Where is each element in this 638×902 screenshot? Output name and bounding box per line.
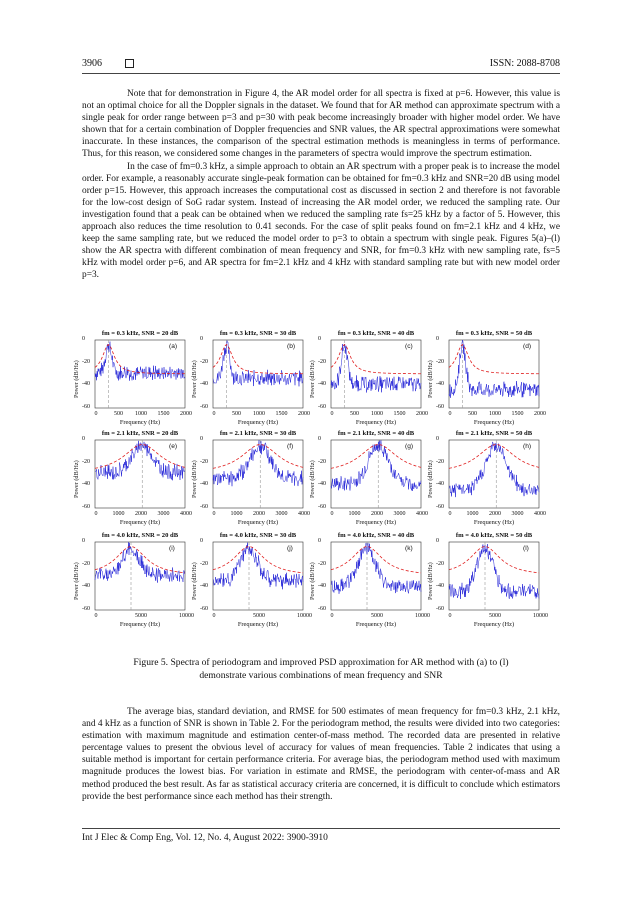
spectrum-plot [95, 440, 185, 508]
plot-frame [449, 440, 539, 508]
y-tick-label: -60 [82, 606, 90, 612]
x-axis-label: Frequency (Hz) [119, 419, 161, 426]
paragraph-3: The average bias, standard deviation, and RMSE for 500 estimates of mean frequency for fm=0.3 kHz, 2.1 kHz, and 4 kHz as a function of SNR is shown in Table 2. For the periodogram method, the results were divided into two categories: estimation with maximum magnitude and estimation center-of-mass method. The recorded data are presented in relative percentage values to present the obvious level of accuracy for values of mean frequencies. Table 2 indicates that using a suitable method is important for certain performance criteria. For average bias, the periodogram method used with maximum magnitude produces the lowest bias. For variation in estimate and RMSE, the periodogram with center-of-mass and AR method produced the best result. As far as statistical accuracy criteria are concerned, it is difficult to conclude which estimators provide the best performance since each method has their strength. [82, 707, 560, 802]
periodogram-trace [331, 440, 421, 491]
y-tick-label: -60 [318, 404, 326, 410]
x-tick-label: 1500 [393, 411, 406, 417]
x-tick-label: 1000 [466, 511, 479, 517]
y-tick-label: -60 [200, 606, 208, 612]
y-tick-label: 0 [318, 436, 321, 442]
y-tick-label: -20 [436, 458, 444, 465]
panel-title: fm = 4.0 kHz, SNR = 40 dB [337, 532, 415, 539]
y-tick-label: -20 [82, 458, 90, 465]
x-tick-label: 1000 [112, 511, 125, 517]
y-tick-label: -60 [82, 404, 90, 410]
x-tick-label: 2000 [180, 411, 192, 417]
y-axis-label: Power (dB/Hz) [427, 460, 434, 498]
panel-label: (c) [405, 343, 413, 350]
x-tick-label: 3000 [275, 511, 288, 517]
x-tick-label: 1000 [348, 511, 361, 517]
y-tick-label: 0 [82, 336, 85, 342]
x-tick-label: 4000 [298, 511, 310, 517]
body-text-bottom [82, 706, 560, 803]
panel-label: (d) [523, 343, 532, 350]
x-tick-label: 0 [94, 511, 98, 517]
x-tick-label: 5000 [253, 613, 265, 619]
panel-label: (h) [523, 443, 532, 450]
y-tick-label: -20 [318, 358, 326, 365]
periodogram-trace [449, 544, 539, 599]
panel-label: (g) [405, 443, 414, 450]
y-axis-label: Power (dB/Hz) [309, 460, 316, 498]
x-tick-label: 2000 [534, 411, 546, 417]
x-tick-label: 0 [212, 613, 216, 619]
x-tick-label: 500 [114, 411, 123, 417]
x-tick-label: 2000 [298, 411, 310, 417]
paragraph-2: In the case of fm=0.3 kHz, a simple approach to obtain an AR spectrum with a proper peak is to increase the model order. For example, a reasonably accurate single-peak formation can be obtained for fm=0.3 kHz and SNR=20 dB using model order p=15. However, this approach increases the computational cost as discussed in section 2 and therefore is not favorable for the low-cost design of SoG radar system. Instead of increasing the AR model order, we reduced the sampling rate. Our investigation found that a peak can be obtained when we reduced the sampling rate fs=25 kHz by a factor of 5. However, this approach also reduces the time resolution to 0.41 seconds. For the case of split peaks found on fm=2.1 kHz and 4 kHz, we keep the same sampling rate, but we reduced the model order to p=3 to obtain a spectrum with single peak. Figures 5(a)–(l) show the AR spectra with different combination of mean frequency and SNR, for fm=0.3 kHz with new sampling rate, fs=5 kHz with model order p=6, and AR spectra for fm=2.1 kHz and 4 kHz with standard sampling rate but with new model order p=3. [82, 161, 560, 281]
y-axis-label: Power (dB/Hz) [191, 562, 198, 600]
periodogram-trace [213, 440, 303, 486]
x-tick-label: 0 [330, 411, 334, 417]
x-tick-label: 5000 [489, 613, 501, 619]
plot-frame [331, 542, 421, 610]
y-tick-label: 0 [436, 436, 439, 442]
x-axis-label: Frequency (Hz) [119, 519, 161, 526]
y-tick-label: 0 [436, 538, 439, 544]
y-axis-label: Power (dB/Hz) [191, 360, 198, 398]
y-tick-label: -40 [200, 481, 208, 488]
y-tick-label: -40 [82, 583, 90, 590]
y-tick-label: -20 [200, 458, 208, 465]
periodogram-trace [213, 543, 303, 590]
x-tick-label: 1500 [275, 411, 288, 417]
y-tick-label: -40 [436, 481, 444, 488]
y-tick-label: 0 [200, 538, 203, 544]
panel-label: (e) [169, 443, 178, 450]
y-tick-label: 0 [436, 336, 439, 342]
ar-spectrum-curve [95, 445, 185, 469]
x-tick-label: 3000 [157, 511, 170, 517]
x-tick-label: 1500 [157, 411, 170, 417]
spectrum-plot [213, 440, 303, 508]
x-axis-label: Frequency (Hz) [473, 519, 515, 526]
x-tick-label: 500 [350, 411, 359, 417]
y-tick-label: -40 [82, 481, 90, 488]
x-axis-label: Frequency (Hz) [473, 621, 515, 628]
panel-label: (b) [287, 343, 296, 350]
y-tick-label: -60 [318, 504, 326, 510]
panel-title: fm = 2.1 kHz, SNR = 20 dB [101, 430, 179, 437]
ar-spectrum-curve [331, 345, 421, 374]
x-tick-label: 0 [212, 511, 216, 517]
caption-line-2: demonstrate various combinations of mean frequency and SNR [199, 669, 443, 681]
y-tick-label: -40 [318, 381, 326, 388]
y-tick-label: -40 [436, 381, 444, 388]
x-tick-label: 0 [94, 411, 98, 417]
y-tick-label: -20 [318, 458, 326, 465]
panel-label: (k) [405, 545, 413, 552]
y-axis-label: Power (dB/Hz) [73, 360, 80, 398]
panel-title: fm = 2.1 kHz, SNR = 40 dB [337, 430, 415, 437]
y-tick-label: -20 [82, 358, 90, 365]
y-tick-label: -20 [82, 560, 90, 567]
plot-frame [213, 542, 303, 610]
ar-spectrum-curve [449, 547, 539, 573]
footer-rule [82, 828, 560, 829]
panel-title: fm = 4.0 kHz, SNR = 50 dB [455, 532, 533, 539]
x-axis-label: Frequency (Hz) [355, 519, 397, 526]
x-tick-label: 2000 [416, 411, 428, 417]
ar-spectrum-curve [331, 445, 421, 469]
y-tick-label: -40 [200, 381, 208, 388]
plot-frame [95, 440, 185, 508]
x-tick-label: 2000 [135, 511, 147, 517]
x-tick-label: 0 [330, 613, 334, 619]
x-tick-label: 3000 [511, 511, 524, 517]
issn-label: ISSN: 2088-8708 [489, 58, 560, 69]
figure-caption [82, 657, 560, 682]
y-axis-label: Power (dB/Hz) [427, 360, 434, 398]
periodogram-trace [95, 542, 185, 582]
spectrum-plot [331, 340, 421, 408]
panel-label: (a) [169, 343, 178, 350]
y-tick-label: -60 [200, 404, 208, 410]
x-tick-label: 4000 [534, 511, 546, 517]
spectrum-plot [95, 542, 185, 610]
x-tick-label: 0 [448, 511, 452, 517]
panel-title: fm = 0.3 kHz, SNR = 40 dB [337, 330, 415, 337]
y-tick-label: -20 [436, 560, 444, 567]
periodogram-trace [213, 341, 303, 387]
header-rule [82, 73, 560, 74]
spectrum-plot [449, 340, 539, 408]
panel-title: fm = 2.1 kHz, SNR = 50 dB [455, 430, 533, 437]
panel-label: (j) [287, 545, 293, 552]
footer-text: Int J Elec & Comp Eng, Vol. 12, No. 4, August 2022: 3900-3910 [82, 833, 328, 843]
periodogram-trace [449, 442, 539, 497]
paragraph-1: Note that for demonstration in Figure 4, the AR model order for all spectra is fixed at p=6. However, this value is not an optimal choice for all the Doppler signals in the dataset. We found that for AR method can approximate spectrum with a single peak for order range between p=3 and p=30 with peak become increasingly broader with higher model order. We have shown that for a certain combination of Doppler frequencies and SNR values, the AR spectral approximations were somewhat inaccurate. In these instances, the comparison of the spectral estimation methods is meaningless in terms of performance. Thus, for this reason, we considered some changes in the parameters of spectra would improve the spectrum estimation. [82, 89, 560, 160]
x-tick-label: 500 [468, 411, 477, 417]
panel-title: fm = 0.3 kHz, SNR = 30 dB [219, 330, 297, 337]
spectrum-plot [95, 340, 185, 408]
y-tick-label: -40 [318, 583, 326, 590]
x-tick-label: 2000 [253, 511, 265, 517]
x-tick-label: 2000 [371, 511, 383, 517]
x-tick-label: 500 [232, 411, 241, 417]
x-tick-label: 0 [212, 411, 216, 417]
panel-title: fm = 4.0 kHz, SNR = 30 dB [219, 532, 297, 539]
plot-frame [449, 542, 539, 610]
plot-frame [213, 440, 303, 508]
caption-line-1: Figure 5. Spectra of periodogram and improved PSD approximation for AR method with (a) to (l) [133, 657, 509, 668]
x-tick-label: 0 [448, 411, 452, 417]
y-tick-label: 0 [318, 336, 321, 342]
x-tick-label: 10000 [415, 613, 430, 619]
periodogram-trace [95, 441, 185, 480]
plot-frame [331, 440, 421, 508]
spectrum-plot [213, 542, 303, 610]
x-tick-label: 10000 [533, 613, 548, 619]
x-tick-label: 0 [330, 511, 334, 517]
y-tick-label: -20 [200, 560, 208, 567]
x-tick-label: 5000 [135, 613, 147, 619]
y-tick-label: 0 [200, 336, 203, 342]
x-tick-label: 0 [94, 613, 98, 619]
x-tick-label: 1500 [511, 411, 524, 417]
y-tick-label: -60 [82, 504, 90, 510]
x-tick-label: 0 [448, 613, 452, 619]
y-tick-label: 0 [318, 538, 321, 544]
panel-label: (i) [169, 545, 175, 552]
panel-title: fm = 0.3 kHz, SNR = 50 dB [455, 330, 533, 337]
x-tick-label: 10000 [297, 613, 312, 619]
panel-title: fm = 2.1 kHz, SNR = 30 dB [219, 430, 297, 437]
spectrum-plot [331, 542, 421, 610]
y-tick-label: -40 [82, 381, 90, 388]
y-axis-label: Power (dB/Hz) [73, 460, 80, 498]
x-axis-label: Frequency (Hz) [237, 621, 279, 628]
spectrum-plot [449, 542, 539, 610]
square-bullet-icon [125, 59, 134, 68]
x-axis-label: Frequency (Hz) [237, 419, 279, 426]
y-tick-label: -20 [318, 560, 326, 567]
x-axis-label: Frequency (Hz) [473, 419, 515, 426]
page-number: 3906 [82, 58, 102, 69]
x-axis-label: Frequency (Hz) [237, 519, 279, 526]
y-tick-label: -60 [436, 404, 444, 410]
panel-title: fm = 0.3 kHz, SNR = 20 dB [101, 330, 179, 337]
panel-label: (l) [523, 545, 529, 552]
y-axis-label: Power (dB/Hz) [309, 360, 316, 398]
y-axis-label: Power (dB/Hz) [309, 562, 316, 600]
y-tick-label: -20 [200, 358, 208, 365]
y-tick-label: -40 [436, 583, 444, 590]
x-tick-label: 2000 [489, 511, 501, 517]
y-axis-label: Power (dB/Hz) [427, 562, 434, 600]
y-tick-label: -40 [318, 481, 326, 488]
periodogram-trace [331, 543, 421, 594]
y-tick-label: -20 [436, 358, 444, 365]
periodogram-trace [449, 340, 539, 398]
x-axis-label: Frequency (Hz) [355, 621, 397, 628]
y-tick-label: -60 [200, 504, 208, 510]
x-tick-label: 1000 [489, 411, 501, 417]
x-tick-label: 3000 [393, 511, 406, 517]
panel-label: (f) [287, 443, 294, 450]
x-tick-label: 4000 [180, 511, 192, 517]
y-tick-label: 0 [82, 538, 85, 544]
spectrum-plot [331, 440, 421, 508]
y-tick-label: 0 [200, 436, 203, 442]
y-tick-label: 0 [82, 436, 85, 442]
y-tick-label: -60 [436, 606, 444, 612]
x-tick-label: 1000 [230, 511, 243, 517]
y-axis-label: Power (dB/Hz) [191, 460, 198, 498]
ar-spectrum-curve [213, 547, 303, 573]
x-tick-label: 4000 [416, 511, 428, 517]
x-axis-label: Frequency (Hz) [355, 419, 397, 426]
ar-spectrum-curve [449, 345, 539, 374]
panel-title: fm = 4.0 kHz, SNR = 20 dB [101, 532, 179, 539]
y-tick-label: -40 [200, 583, 208, 590]
x-tick-label: 1000 [371, 411, 383, 417]
body-text-top [82, 88, 560, 282]
x-tick-label: 10000 [179, 613, 194, 619]
spectrum-plot [449, 440, 539, 508]
ar-spectrum-curve [95, 547, 185, 573]
x-tick-label: 5000 [371, 613, 383, 619]
x-tick-label: 1000 [253, 411, 265, 417]
y-axis-label: Power (dB/Hz) [73, 562, 80, 600]
y-tick-label: -60 [318, 606, 326, 612]
y-tick-label: -60 [436, 504, 444, 510]
x-tick-label: 1000 [135, 411, 147, 417]
x-axis-label: Frequency (Hz) [119, 621, 161, 628]
spectrum-plot [213, 340, 303, 408]
